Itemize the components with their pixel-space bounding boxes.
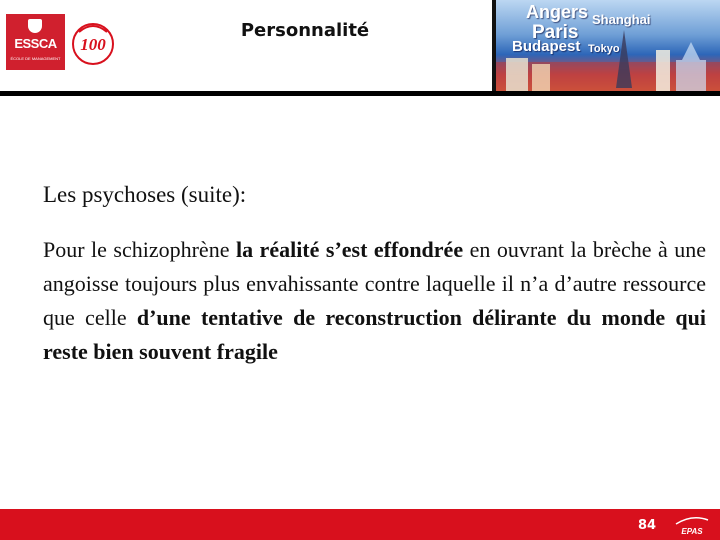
banner-city-shanghai: Shanghai bbox=[592, 12, 651, 27]
para-emphasis-1: la réalité s’est effondrée bbox=[235, 237, 464, 262]
essca-logo bbox=[6, 14, 65, 70]
epas-logo bbox=[672, 512, 712, 538]
banner-city-angers: Angers bbox=[526, 2, 589, 22]
banner-city-budapest: Budapest bbox=[512, 38, 581, 55]
centenary-logo-text: 100 bbox=[80, 35, 106, 54]
essca-logo-tagline: ÉCOLE DE MANAGEMENT bbox=[10, 56, 61, 61]
para-emphasis-2: d’une tentative de reconstruction délirante du monde qui reste bien souvent fragile bbox=[43, 305, 706, 364]
banner-city-paris: Paris bbox=[532, 22, 579, 43]
para-middle: en ouvrant la brèche à une angoisse toujours plus envahissante contre laquelle il n’a d’autre ressource que celle bbox=[43, 237, 706, 330]
section-subtitle: Les psychoses (suite): bbox=[43, 182, 247, 207]
centenary-logo bbox=[69, 14, 117, 70]
body-paragraph bbox=[43, 233, 706, 369]
page-number: 84 bbox=[638, 518, 657, 533]
banner-city-tokyo: Tokyo bbox=[588, 43, 620, 55]
epas-logo-text: EPAS bbox=[681, 527, 703, 536]
header-divider bbox=[0, 91, 720, 96]
slide-body bbox=[43, 182, 706, 391]
page-title: Personnalité bbox=[240, 20, 370, 41]
essca-logo-name: ESSCA bbox=[14, 36, 57, 51]
essca-crest-icon bbox=[28, 19, 42, 33]
city-banner bbox=[492, 0, 720, 91]
slide-header bbox=[0, 0, 720, 96]
slide-footer bbox=[0, 509, 720, 540]
para-intro: Pour le schizophrène bbox=[43, 237, 236, 262]
